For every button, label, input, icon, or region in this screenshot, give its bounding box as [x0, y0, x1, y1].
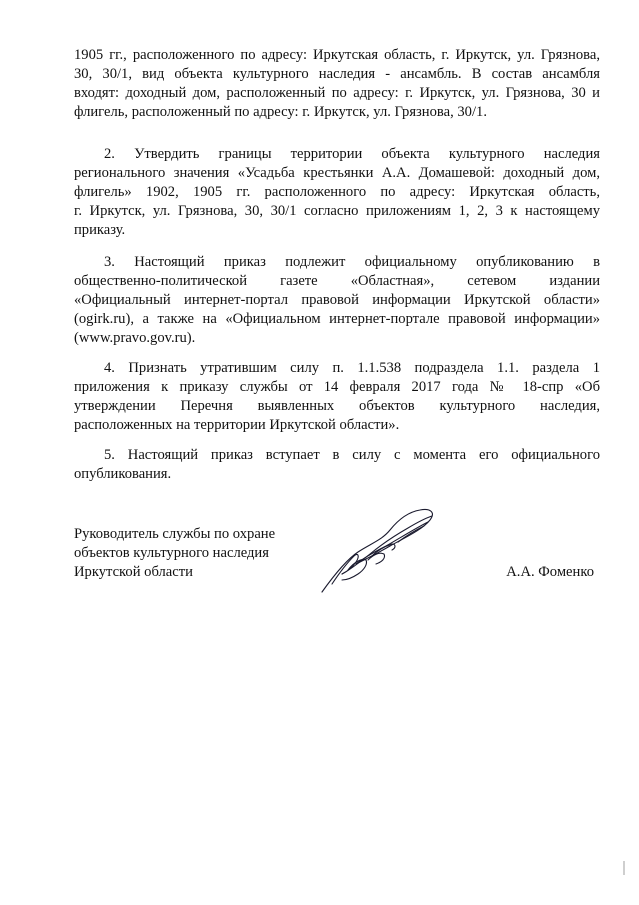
- text-line: (www.pravo.gov.ru).: [74, 330, 196, 346]
- text-line: г. Иркутск, ул. Грязнова, 30, 30/1 согласно приложениям 1, 2, 3 к настоящему: [74, 203, 600, 219]
- text-line: расположенных на территории Иркутской области».: [74, 417, 400, 433]
- paragraph-item-2: [74, 145, 600, 240]
- paragraph-item-5: [74, 446, 600, 484]
- text-line: (ogirk.ru), а также на «Официальном интернет-портале правовой информации»: [74, 311, 600, 327]
- text-line: 1905 гг., расположенного по адресу: Иркутская область, г. Иркутск, ул. Грязнова,: [74, 47, 600, 63]
- paragraph-item-4: [74, 359, 600, 435]
- text-line: 3. Настоящий приказ подлежит официальному опубликованию в: [104, 254, 600, 270]
- scan-artifact: [623, 861, 625, 875]
- text-line: флигель» 1902, 1905 гг. расположенного по адресу: Иркутская область,: [74, 184, 600, 200]
- text-line: утверждении Перечня выявленных объектов культурного наследия,: [74, 398, 600, 414]
- handwritten-signature: [312, 500, 452, 600]
- text-line: 4. Признать утратившим силу п. 1.1.538 подраздела 1.1. раздела 1: [104, 360, 600, 376]
- text-line: приказу.: [74, 222, 126, 238]
- text-line: входят: доходный дом, расположенный по адресу: г. Иркутск, ул. Грязнова, 30 и: [74, 85, 600, 101]
- text-line: 30, 30/1, вид объекта культурного наследия - ансамбль. В состав ансамбля: [74, 66, 600, 82]
- text-line: общественно-политической газете «Областная», сетевом издании: [74, 273, 600, 289]
- text-line: флигель, расположенный по адресу: г. Иркутск, ул. Грязнова, 30/1.: [74, 104, 487, 120]
- signatory-title: [74, 525, 334, 582]
- text-line: опубликования.: [74, 466, 172, 482]
- text-line: приложения к приказу службы от 14 февраля 2017 года № 18-спр «Об: [74, 379, 600, 395]
- signatory-title-line: Иркутской области: [74, 564, 193, 580]
- signatory-title-line: объектов культурного наследия: [74, 545, 269, 561]
- signatory-title-line: Руководитель службы по охране: [74, 526, 276, 542]
- text-line: 2. Утвердить границы территории объекта культурного наследия: [104, 146, 600, 162]
- text-line: 5. Настоящий приказ вступает в силу с момента его официального: [104, 447, 600, 463]
- text-line: регионального значения «Усадьба крестьянки А.А. Домашевой: доходный дом,: [74, 165, 600, 181]
- paragraph-item-3: [74, 253, 600, 348]
- text-line: «Официальный интернет-портал правовой информации Иркутской области»: [74, 292, 600, 308]
- signatory-name: А.А. Фоменко: [506, 564, 594, 580]
- paragraph-1-continuation: [74, 46, 600, 122]
